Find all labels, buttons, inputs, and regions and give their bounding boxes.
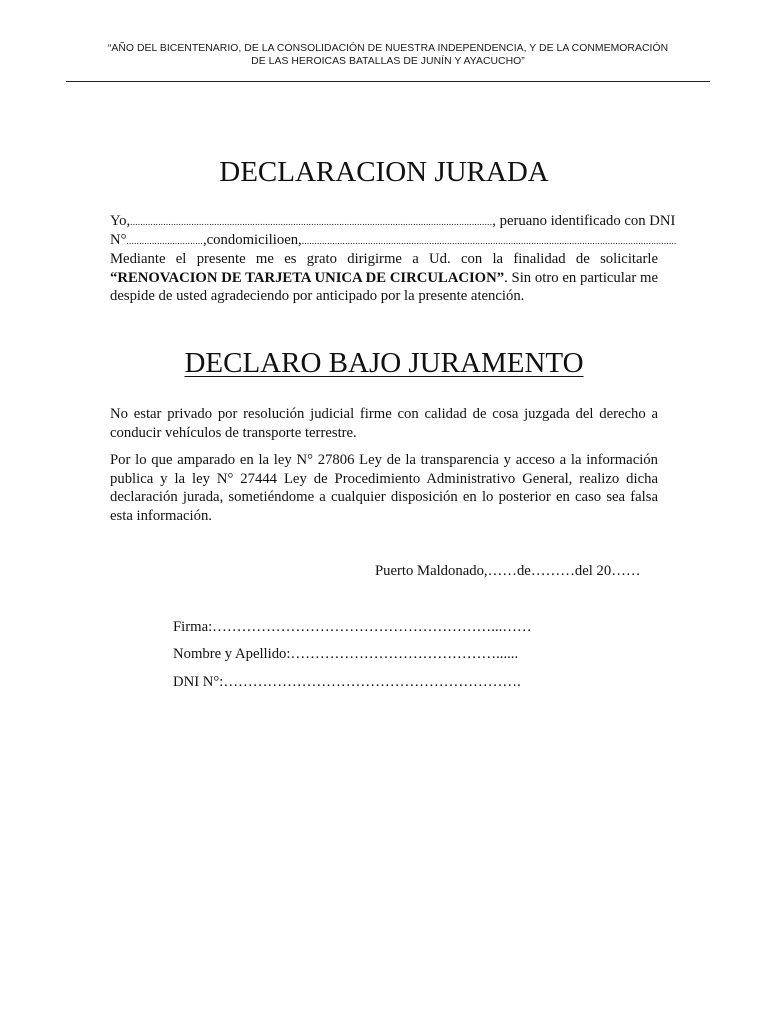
address-blank: ................................................................................................................................................... — [301, 235, 677, 246]
place-date-line: Puerto Maldonado,……de………del 20…… — [375, 563, 641, 579]
intro-en: en, — [284, 231, 302, 248]
intro-line-1 — [110, 212, 676, 231]
oath-paragraph-1: No estar privado por resolución judicial firme con calidad de cosa juzgada del derecho a conducir vehículos de transporte terrestre. — [110, 406, 658, 441]
header-divider — [66, 81, 710, 82]
header-line-2: DE LAS HEROICAS BATALLAS DE JUNÍN Y AYACUCHO” — [251, 56, 525, 67]
intro-sentence — [110, 250, 658, 306]
signature-line: Firma:…………………………………………………...…… — [173, 619, 532, 635]
dni-number-line: DNI N°:……………………………………………………. — [173, 674, 521, 690]
intro-line-2 — [110, 231, 677, 251]
intro-sentence-end: . Sin otro en particular me despide de usted agradeciendo por anticipado por la presente atención. — [110, 269, 658, 304]
header-line-1: “AÑO DEL BICENTENARIO, DE LA CONSOLIDACIÓN DE NUESTRA INDEPENDENCIA, Y DE LA CONMEMORACIÓN — [107, 43, 669, 54]
document-header — [66, 42, 710, 68]
intro-n-label: N° — [110, 231, 127, 248]
intro-dni-text: , peruano identificado con DNI — [492, 213, 676, 229]
full-name-line: Nombre y Apellido:……………………………………...... — [173, 646, 519, 662]
page-title: DECLARACION JURADA — [219, 156, 549, 188]
oath-paragraph-2: Por lo que amparado en la ley N° 27806 Ley de la transparencia y acceso a la información publica y la ley N° 27444 Ley de Procedimiento Administrativo General, realizo dicha declaración jurada, sometiéndome a cualquier disposición en lo posterior en caso sea falsa esta información. — [110, 452, 658, 524]
intro-paragraph — [110, 212, 677, 306]
intro-yo: Yo, — [110, 213, 131, 229]
oath-title-text: DECLARO BAJO JURAMENTO — [184, 347, 584, 379]
intro-sentence-start: Mediante el presente me es grato dirigirme a Ud. con la finalidad de solicitarle — [110, 251, 658, 267]
dni-blank: .............................. — [126, 235, 203, 246]
intro-n-comma: , — [202, 231, 207, 248]
name-blank: .............................................................................................................................................. — [130, 217, 493, 227]
intro-con: con — [206, 231, 228, 248]
request-title: “RENOVACION DE TARJETA UNICA DE CIRCULACION” — [110, 269, 505, 286]
intro-domicilio: domicilio — [227, 231, 285, 248]
oath-title — [66, 346, 702, 380]
